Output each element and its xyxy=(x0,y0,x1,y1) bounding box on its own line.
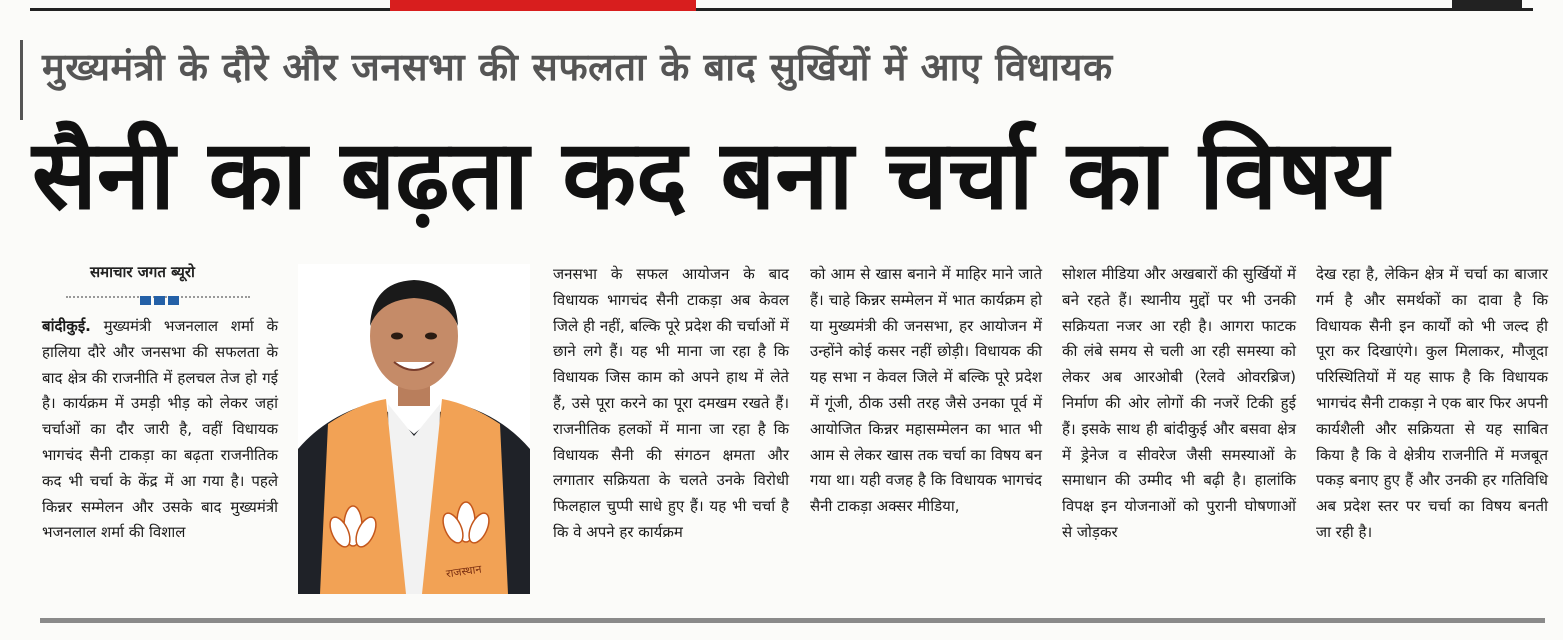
byline-squares xyxy=(140,296,179,305)
column-text-1: मुख्यमंत्री भजनलाल शर्मा के हालिया दौरे और जनसभा की सफलता के बाद क्षेत्र की राजनीति में हलचल तेज हो गई है। कार्यक्रम में उमड़ी भीड़ को लेकर जहां चर्चाओं का दौर जारी है, वहीं विधायक भागचंद सैनी टाकड़ा का बढ़ता राजनीतिक कद भी चर्चा के केंद्र में आ गया है। पहले किन्नर सम्मेलन और उसके बाद मुख्यमंत्री भजनलाल शर्मा की विशाल xyxy=(42,317,278,542)
mla-photo xyxy=(298,264,530,594)
article-column-3 xyxy=(810,262,1042,520)
kicker-bar xyxy=(20,40,23,120)
article-column-5 xyxy=(1316,262,1548,546)
top-rule xyxy=(30,8,1533,11)
top-bar xyxy=(0,0,1563,14)
kicker-headline: मुख्यमंत्री के दौरे और जनसभा की सफलता के बाद सुर्खियों में आए विधायक xyxy=(42,45,1113,89)
article-column-4 xyxy=(1062,262,1296,546)
stole-text: राजस्थान xyxy=(445,562,483,581)
section-red-tab xyxy=(390,0,696,11)
column-text-2: जनसभा के सफल आयोजन के बाद विधायक भागचंद सैनी टाकड़ा अब केवल जिले ही नहीं, बल्कि पूरे प्रदेश की चर्चाओं में छाने लगे हैं। यह भी माना जा रहा है कि विधायक जिस काम को अपने हाथ में लेते हैं, उसे पूरा करने का पूरा दमखम रखते हैं। राजनीतिक हलकों में माना जा रहा है कि विधायक सैनी की संगठन क्षमता और लगातार सक्रियता के चलते उनके विरोधी फिलहाल चुप्पी साधे हुए हैं। यह भी चर्चा है कि वे अपने हर कार्यक्रम xyxy=(553,265,789,541)
article-column-2 xyxy=(553,262,789,546)
bottom-rule xyxy=(40,618,1545,623)
dateline: बांदीकुई. xyxy=(42,317,91,335)
byline: समाचार जगत ब्यूरो xyxy=(90,263,195,281)
column-text-3: को आम से खास बनाने में माहिर माने जाते हैं। चाहे किन्नर सम्मेलन में भात कार्यक्रम हो या मुख्यमंत्री की जनसभा, हर आयोजन में उन्होंने कोई कसर नहीं छोड़ी। विधायक की यह सभा न केवल जिले में बल्कि पूरे प्रदेश में गूंजी, ठीक उसी तरह जैसे उनका पूर्व में आयोजित किन्नर महासम्मेलन का भात भी आम से लेकर खास तक चर्चा का विषय बन गया था। यही वजह है कि विधायक भागचंद सैनी टाकड़ा अक्सर मीडिया, xyxy=(810,265,1042,516)
portrait-illustration xyxy=(298,264,530,594)
page-number-tab xyxy=(1452,0,1522,11)
column-text-4: सोशल मीडिया और अखबारों की सुर्खियों में बने रहते हैं। स्थानीय मुद्दों पर भी उनकी सक्रियता नजर आ रही है। आगरा फाटक की लंबे समय से चली आ रही समस्या को लेकर अब आरओबी (रेलवे ओवरब्रिज) निर्माण की ओर लोगों की नजरें टिकी हुई हैं। इसके साथ ही बांदीकुई और बसवा क्षेत्र में ड्रेनेज व सीवरेज जैसी समस्याओं के समाधान की उम्मीद भी बढ़ी है। हालांकि विपक्ष इन योजनाओं को पुरानी घोषणाओं से जोड़कर xyxy=(1062,265,1296,541)
column-text-5: देख रहा है, लेकिन क्षेत्र में चर्चा का बाजार गर्म है और समर्थकों का दावा है कि विधायक सैनी इन कार्यों को भी जल्द ही पूरा कर दिखाएंगे। कुल मिलाकर, मौजूदा परिस्थितियों में यह साफ है कि विधायक भागचंद सैनी टाकड़ा ने एक बार फिर अपनी कार्यशैली और सक्रियता से यह साबित किया है कि वे क्षेत्रीय राजनीति में मजबूत पकड़ बनाए हुए हैं और उनकी हर गतिविधि अब प्रदेश स्तर पर चर्चा का विषय बनती जा रही है। xyxy=(1316,265,1548,541)
main-headline: सैनी का बढ़ता कद बना चर्चा का विषय xyxy=(32,119,1389,231)
article-column-1 xyxy=(42,314,278,546)
